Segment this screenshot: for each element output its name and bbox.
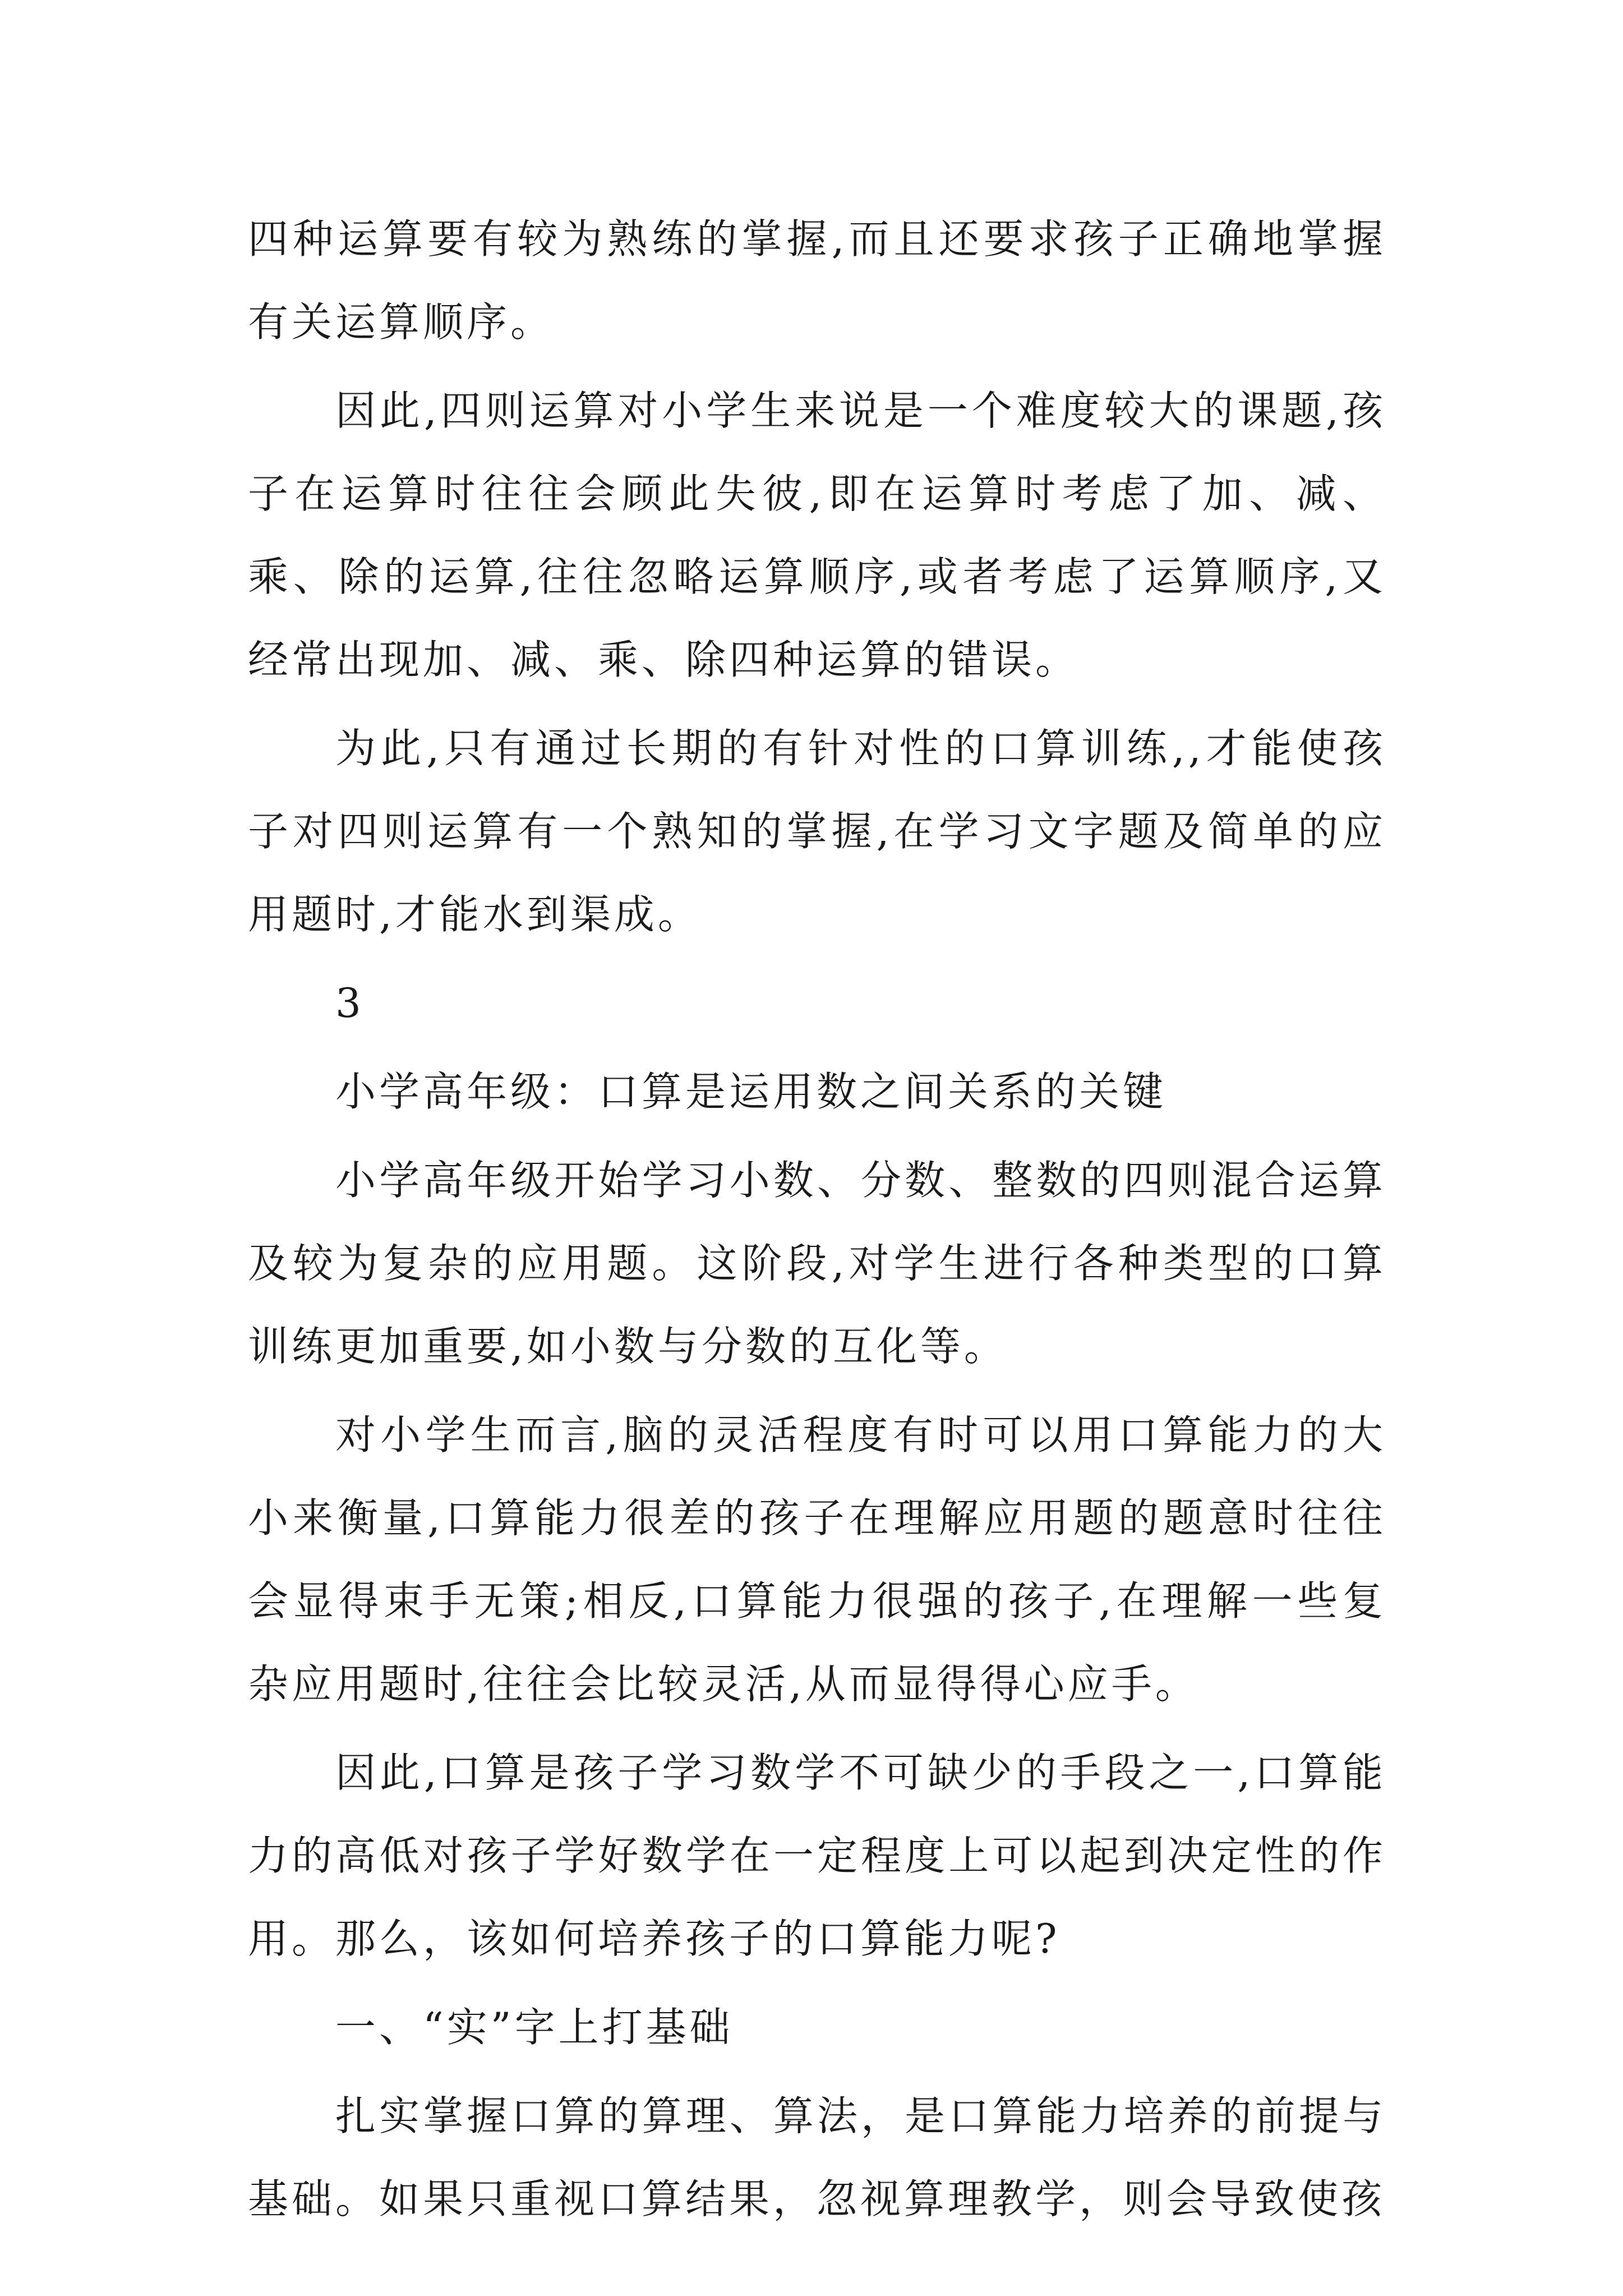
paragraph-10: 扎实掌握口算的算理、算法，是口算能力培养的前提与基础。如果只重视口算结果，忽视算理教学，则会导致使孩 [248,2092,1386,2223]
paragraph-6: 小学高年级开始学习小数、分数、整数的四则混合运算及较为复杂的应用题。这阶段,对学生进行各种类型的口算训练更加重要,如小数与分数的互化等。 [248,1157,1386,1370]
subsection-heading: 一、“实”字上打基础 [335,2004,734,2051]
paragraph-8: 因此,口算是孩子学习数学不可缺少的手段之一,口算能力的高低对孩子学好数学在一定程度上可以起到决定性的作用。那么，该如何培养孩子的口算能力呢? [248,1749,1386,1962]
paragraph-1: 四种运算要有较为熟练的掌握,而且还要求孩子正确地掌握有关运算顺序。 [248,215,1386,346]
paragraph-3: 为此,只有通过长期的有针对性的口算训练,,才能使孩子对四则运算有一个熟知的掌握,在学习文字题及简单的应用题时,才能水到渠成。 [248,725,1386,938]
section-number: 3 [335,979,365,1027]
section-heading: 小学高年级：口算是运用数之间关系的关键 [335,1068,1167,1115]
paragraph-7: 对小学生而言,脑的灵活程度有时可以用口算能力的大小来衡量,口算能力很差的孩子在理解应用题的题意时往往会显得束手无策;相反,口算能力很强的孩子,在理解一些复杂应用题时,往往会比较灵活,从而显得得心应手。 [248,1411,1386,1708]
paragraph-2: 因此,四则运算对小学生来说是一个难度较大的课题,孩子在运算时往往会顾此失彼,即在运算时考虑了加、减、乘、除的运算,往往忽略运算顺序,或者考虑了运算顺序,又经常出现加、减、乘、除四种运算的错误。 [248,387,1386,683]
document-body [248,197,1386,2246]
